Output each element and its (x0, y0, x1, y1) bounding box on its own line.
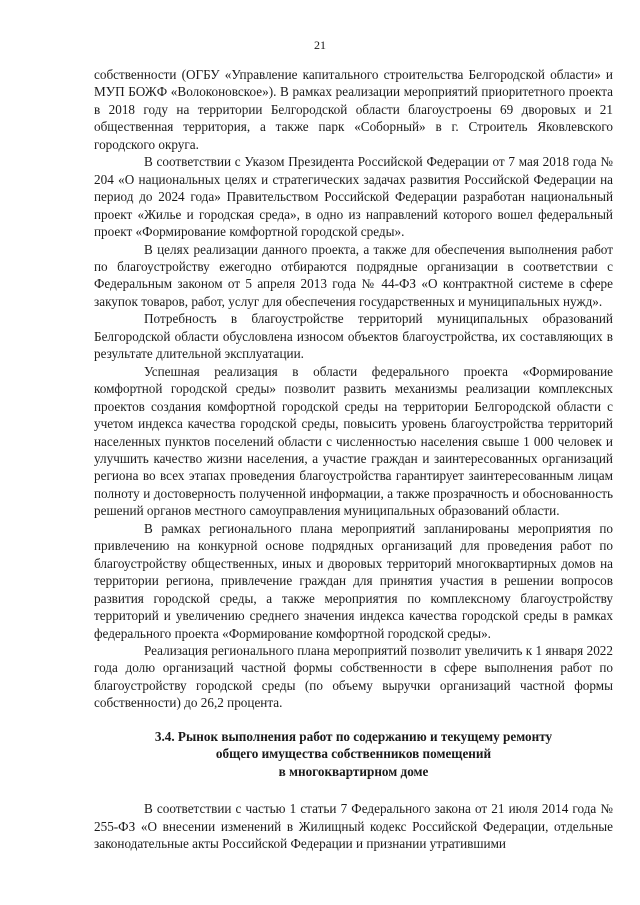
page-number: 21 (314, 38, 326, 52)
paragraph-federal-law: В соответствии с частью 1 статьи 7 Федерального закона от 21 июля 2014 года № 255-ФЗ «О внесении изменений в Жилищный кодекс Российской Федерации, отдельные законодательные акты Российской Федерации и признании утратившими (94, 801, 613, 852)
section-heading-line-1: 3.4. Рынок выполнения работ по содержанию и текущему ремонту (154, 728, 553, 744)
paragraph-need: Потребность в благоустройстве территорий муниципальных образований Белгородской области обусловлена износом объектов благоустройства, их составляющих в результате длительной эксплуатации. (94, 311, 613, 362)
paragraph-contractors: В целях реализации данного проекта, а также для обеспечения выполнения работ по благоустройству ежегодно отбираются подрядные организации в соответствии с Федеральным законом от 5 апреля 2013 года № 44-ФЗ «О контрактной системе в сфере закупок товаров, работ, услуг для обеспечения государственных и муниципальных нужд». (94, 241, 613, 309)
section-heading-line-2: общего имущества собственников помещений (215, 746, 492, 762)
document-body (94, 66, 613, 852)
paragraph-successful-implementation: Успешная реализация в области федерального проекта «Формирование комфортной городской среды» позволит развить механизмы реализации комплексных проектов создания комфортной городской среды на территории Белгородской области с учетом индекса качества городской среды, повысить уровень благоустройства территорий населенных пунктов поселений области с численностью населения свыше 1 000 человек и улучшить качество жизни населения, а участие граждан и заинтересованных организаций региона во всех этапах проведения благоустройства гарантирует заинтересованным лицам полноту и достоверность полученной информации, а также прозрачность и обоснованность решений органов местного самоуправления муниципальных образований области. (94, 363, 613, 519)
section-heading-line-3: в многоквартирном доме (278, 763, 429, 779)
paragraph-plan-result: Реализация регионального плана мероприятий позволит увеличить к 1 января 2022 года долю организаций частной формы собственности в сфере выполнения работ по благоустройству городской среды (по объему выручки организаций частной формы собственности) до 26,2 процента. (94, 642, 613, 711)
paragraph-presidential-decree: В соответствии с Указом Президента Российской Федерации от 7 мая 2018 года № 204 «О национальных целях и стратегических задачах развития Российской Федерации на период до 2024 года» Правительством Российской Федерации разработан национальный проект «Жилье и городская среда», в одно из направлений которого вошел федеральный проект «Формирование комфортной городской среды». (94, 154, 613, 240)
paragraph-regional-plan: В рамках регионального плана мероприятий запланированы мероприятия по привлечению на конкурной основе подрядных организаций для проведения работ по благоустройству общественных, иных и дворовых территорий многоквартирных домов на территории региона, привлечение граждан для принятия участия в решении вопросов развития городской среды, а также мероприятия по комплексному благоустройству территорий и увеличению среднего значения индекса качества городской среды в рамках федерального проекта «Формирование комфортной городской среды». (94, 520, 613, 641)
section-heading (94, 728, 613, 780)
paragraph-continued: собственности (ОГБУ «Управление капитального строительства Белгородской области» и МУП БОЖФ «Волоконовское»). В рамках реализации мероприятий приоритетного проекта в 2018 году на территории Белгородской области благоустроены 69 дворовых и 21 общественная территория, а также парк «Соборный» в г. Строитель Яковлевского городского округа. (94, 67, 613, 152)
